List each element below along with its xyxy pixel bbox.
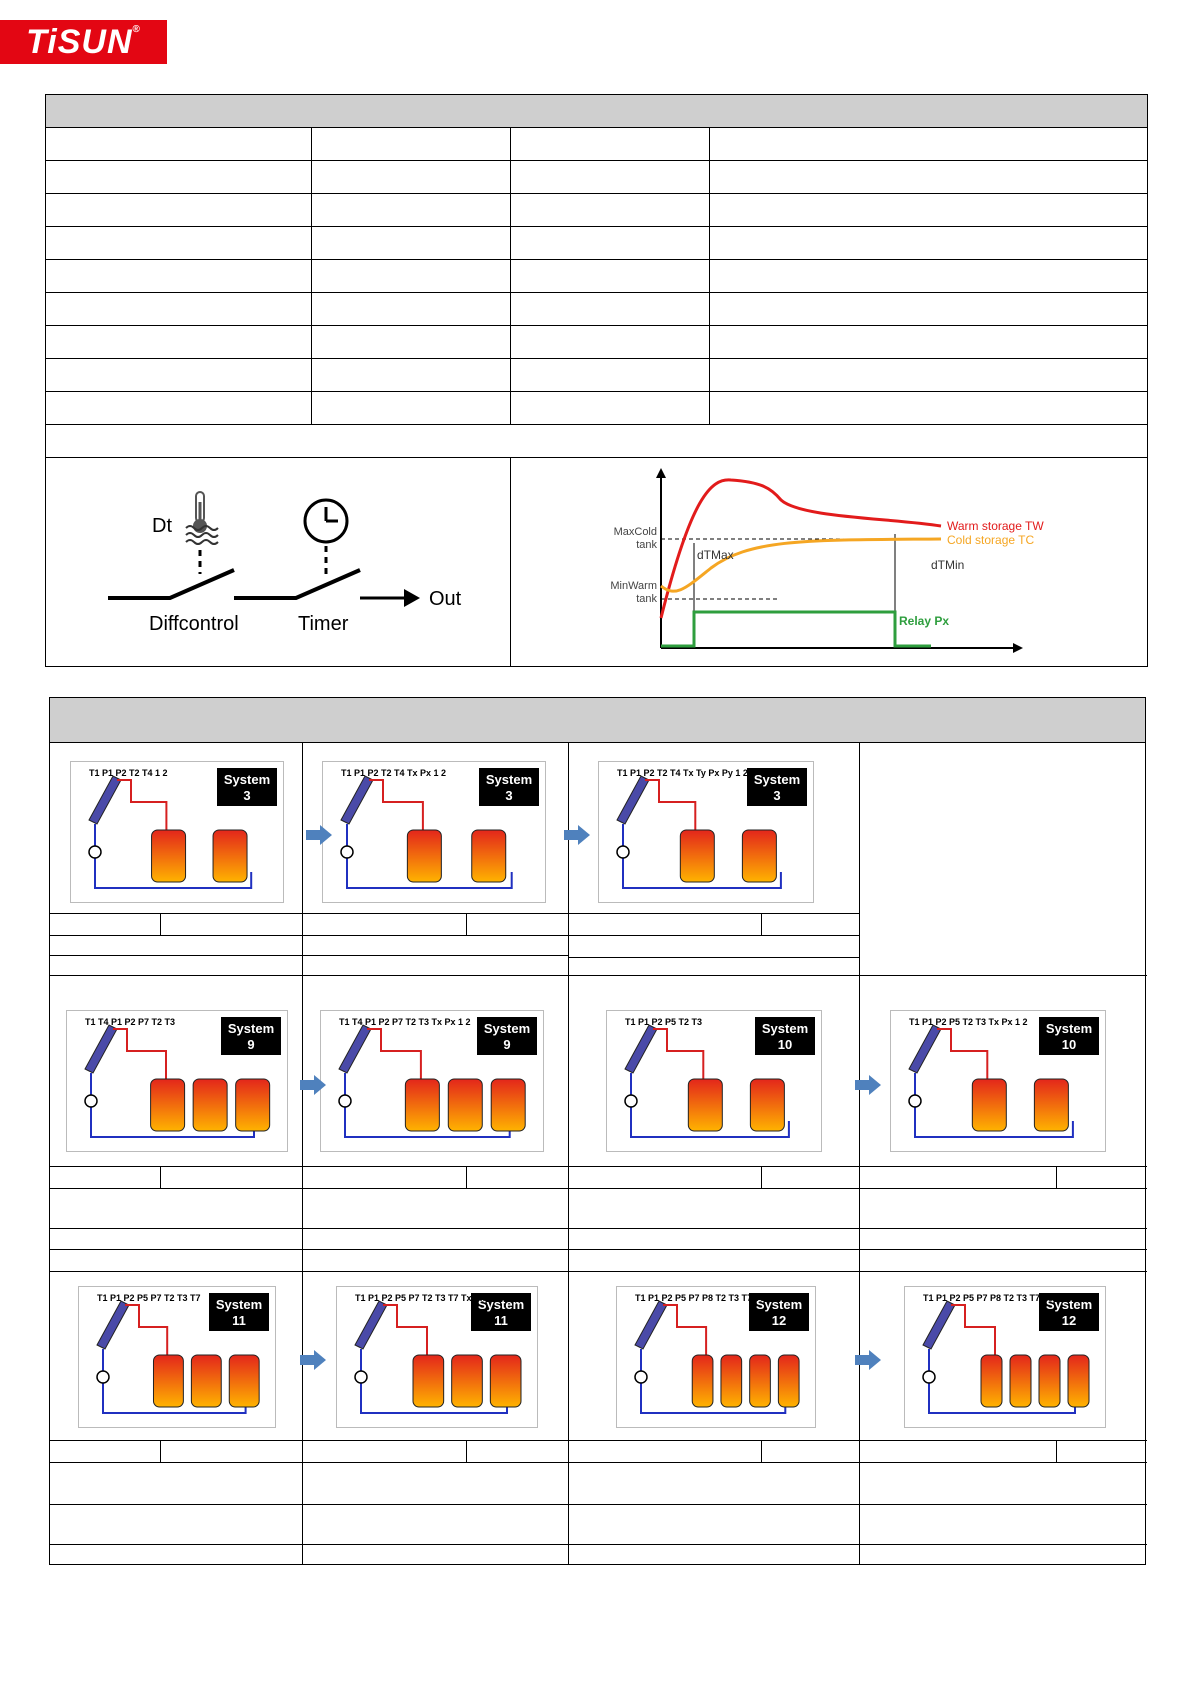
next-step-arrow-icon: [855, 1350, 881, 1370]
solar-collector-icon: [617, 776, 649, 824]
pump-icon: [923, 1371, 935, 1383]
system-word: System: [761, 1021, 809, 1036]
pump-icon: [341, 846, 353, 858]
storage-tank-icon: [688, 1079, 722, 1131]
flow-pipe: [951, 1305, 995, 1357]
dt-label: Dt: [152, 515, 172, 537]
relay-label: Relay Px: [899, 614, 950, 628]
storage-tank-icon: [472, 830, 506, 882]
storage-tank-icon: [1010, 1355, 1031, 1407]
solar-collector-icon: [339, 1025, 371, 1073]
storage-tank-icon: [750, 1355, 771, 1407]
solar-collector-icon: [85, 1025, 117, 1073]
system-number: 9: [247, 1037, 255, 1052]
out-label: Out: [429, 588, 462, 610]
system-diagram: [904, 1286, 1106, 1428]
system-diagram: [66, 1010, 288, 1152]
solar-collector-icon: [635, 1301, 667, 1349]
table-header-row: [46, 95, 1148, 128]
pump-icon: [617, 846, 629, 858]
cold-storage-label: Cold storage TC: [947, 533, 1035, 547]
tisun-logo: [0, 20, 167, 64]
pump-icon: [85, 1095, 97, 1107]
storage-tank-icon: [193, 1079, 227, 1131]
system-word: System: [215, 1297, 263, 1312]
next-step-arrow-icon: [300, 1350, 326, 1370]
flow-pipe: [367, 1029, 421, 1081]
storage-tank-icon: [407, 830, 441, 882]
storage-tank-icon: [750, 1079, 784, 1131]
storage-tank-icon: [191, 1355, 221, 1407]
flow-pipe: [937, 1029, 987, 1081]
system-number: 11: [494, 1313, 508, 1328]
system-diagram: [336, 1286, 538, 1428]
solar-collector-icon: [355, 1301, 387, 1349]
flow-pipe: [113, 1029, 166, 1081]
pump-icon: [909, 1095, 921, 1107]
table-row: [46, 392, 1148, 425]
clock-icon: [305, 500, 347, 542]
component-labels: T1 P1 P2 P5 P7 T2 T3 T7 Tx Px: [355, 1293, 486, 1303]
next-step-arrow-icon: [564, 825, 590, 845]
storage-tank-icon: [229, 1355, 259, 1407]
pump-icon: [635, 1371, 647, 1383]
next-step-arrow-icon: [300, 1075, 326, 1095]
system-diagram: [70, 761, 284, 903]
system-number: 11: [232, 1313, 246, 1328]
system-number: 3: [243, 788, 251, 803]
function-diagram-cell: [46, 458, 511, 667]
x-axis-arrow-icon: [1013, 643, 1023, 653]
diffcontrol-label: Diffcontrol: [149, 613, 239, 635]
flow-pipe: [663, 1305, 706, 1357]
flow-pipe: [653, 1029, 703, 1081]
storage-tank-icon: [236, 1079, 270, 1131]
storage-tank-icon: [413, 1355, 444, 1407]
solar-collector-icon: [97, 1301, 129, 1349]
registered-mark: ®: [132, 24, 141, 35]
solar-collector-icon: [625, 1025, 657, 1073]
storage-tank-icon: [680, 830, 714, 882]
timer-label: Timer: [298, 613, 349, 635]
diagram-row: [46, 458, 1148, 667]
table-row: [46, 128, 1148, 161]
solar-collector-icon: [341, 776, 373, 824]
table-row: [46, 359, 1148, 392]
flow-pipe: [645, 780, 695, 832]
table-row: [46, 425, 1148, 458]
system-diagram: [606, 1010, 822, 1152]
storage-tank-icon: [692, 1355, 713, 1407]
table-row: [46, 194, 1148, 227]
system-diagram: [616, 1286, 816, 1428]
system-word: System: [477, 1297, 525, 1312]
minwarm-label-1: MinWarm: [610, 580, 657, 592]
next-step-arrow-icon: [306, 825, 332, 845]
out-arrow-icon: [404, 589, 420, 607]
parameter-table: [45, 94, 1148, 667]
component-labels: T1 P1 P2 T2 T4 1 2: [89, 768, 168, 778]
storage-tank-icon: [972, 1079, 1006, 1131]
solar-collector-icon: [89, 776, 121, 824]
system-diagram: [322, 761, 546, 903]
component-labels: T1 P1 P2 P5 P7 P8 T2 T3 T7 T8 Tx Px: [923, 1293, 1080, 1303]
component-labels: T1 T4 P1 P2 P7 T2 T3: [85, 1017, 176, 1027]
y-axis-arrow-icon: [656, 468, 666, 478]
system-diagram: [598, 761, 814, 903]
table-header-cell: [46, 95, 1148, 128]
dtmin-label: dTMin: [931, 558, 965, 572]
system-diagram: [320, 1010, 544, 1152]
next-step-arrow-icon: [855, 1075, 881, 1095]
storage-tank-icon: [452, 1355, 483, 1407]
storage-tank-icon: [405, 1079, 439, 1131]
system-diagram: [890, 1010, 1106, 1152]
storage-tank-icon: [742, 830, 776, 882]
system-number: 10: [777, 1037, 793, 1052]
system-diagram: [78, 1286, 276, 1428]
component-labels: T1 P1 P2 P5 P7 P8 T2 T3 T7 T8: [635, 1293, 766, 1303]
storage-tank-icon: [1068, 1355, 1089, 1407]
table-row: [46, 161, 1148, 194]
component-labels: T1 P1 P2 T2 T4 Tx Ty Px Py 1 2: [617, 768, 748, 778]
maxcold-label-2: tank: [636, 539, 657, 551]
system-word: System: [485, 772, 533, 787]
systems-header: [50, 698, 1145, 743]
pump-icon: [355, 1371, 367, 1383]
pump-icon: [625, 1095, 637, 1107]
maxcold-label-1: MaxCold: [613, 526, 657, 538]
system-word: System: [1045, 1021, 1093, 1036]
system-number: 3: [505, 788, 513, 803]
pump-icon: [89, 846, 101, 858]
cold-storage-curve: [661, 539, 941, 591]
function-diagram: [46, 458, 510, 666]
system-number: 12: [1061, 1313, 1077, 1328]
flow-pipe: [117, 780, 166, 832]
systems-section: [49, 697, 1146, 1565]
logo-text: TiSUN: [26, 23, 133, 61]
storage-tank-icon: [721, 1355, 742, 1407]
pump-icon: [339, 1095, 351, 1107]
component-labels: T1 T4 P1 P2 P7 T2 T3 Tx Px 1 2: [339, 1017, 471, 1027]
storage-tank-icon: [448, 1079, 482, 1131]
system-number: 9: [503, 1037, 511, 1052]
flow-pipe: [125, 1305, 167, 1357]
minwarm-label-2: tank: [636, 593, 657, 605]
storage-tank-icon: [1034, 1079, 1068, 1131]
component-labels: T1 P1 P2 P5 P7 T2 T3 T7: [97, 1293, 201, 1303]
flow-pipe: [369, 780, 423, 832]
storage-tank-icon: [778, 1355, 799, 1407]
storage-tank-icon: [213, 830, 247, 882]
flow-pipe: [383, 1305, 427, 1357]
timer-switch: [234, 570, 360, 598]
system-number: 12: [771, 1313, 787, 1328]
component-labels: T1 P1 P2 P5 T2 T3: [625, 1017, 703, 1027]
system-word: System: [753, 772, 801, 787]
system-word: System: [755, 1297, 803, 1312]
warm-storage-label: Warm storage TW: [947, 519, 1044, 533]
solar-collector-icon: [923, 1301, 955, 1349]
component-labels: T1 P1 P2 T2 T4 Tx Px 1 2: [341, 768, 447, 778]
system-word: System: [483, 1021, 531, 1036]
table-row: [46, 293, 1148, 326]
system-number: 3: [773, 788, 781, 803]
system-word: System: [227, 1021, 275, 1036]
storage-tank-icon: [152, 830, 186, 882]
storage-tank-icon: [153, 1355, 183, 1407]
thermometer-icon: [186, 492, 218, 544]
storage-tank-icon: [490, 1355, 521, 1407]
component-labels: T1 P1 P2 P5 T2 T3 Tx Px 1 2: [909, 1017, 1028, 1027]
storage-tank-icon: [981, 1355, 1002, 1407]
relay-signal: [661, 612, 931, 646]
system-word: System: [1045, 1297, 1093, 1312]
storage-tank-icon: [1039, 1355, 1060, 1407]
diffcontrol-switch: [108, 570, 234, 598]
pump-icon: [97, 1371, 109, 1383]
table-row: [46, 326, 1148, 359]
table-row: [46, 227, 1148, 260]
temperature-chart-cell: [511, 458, 1148, 667]
storage-tank-icon: [491, 1079, 525, 1131]
dtmax-label: dTMax: [697, 548, 734, 562]
storage-tank-icon: [151, 1079, 185, 1131]
table-row: [46, 260, 1148, 293]
system-word: System: [223, 772, 271, 787]
temperature-chart: [511, 458, 1147, 666]
solar-collector-icon: [909, 1025, 941, 1073]
system-number: 10: [1061, 1037, 1077, 1052]
